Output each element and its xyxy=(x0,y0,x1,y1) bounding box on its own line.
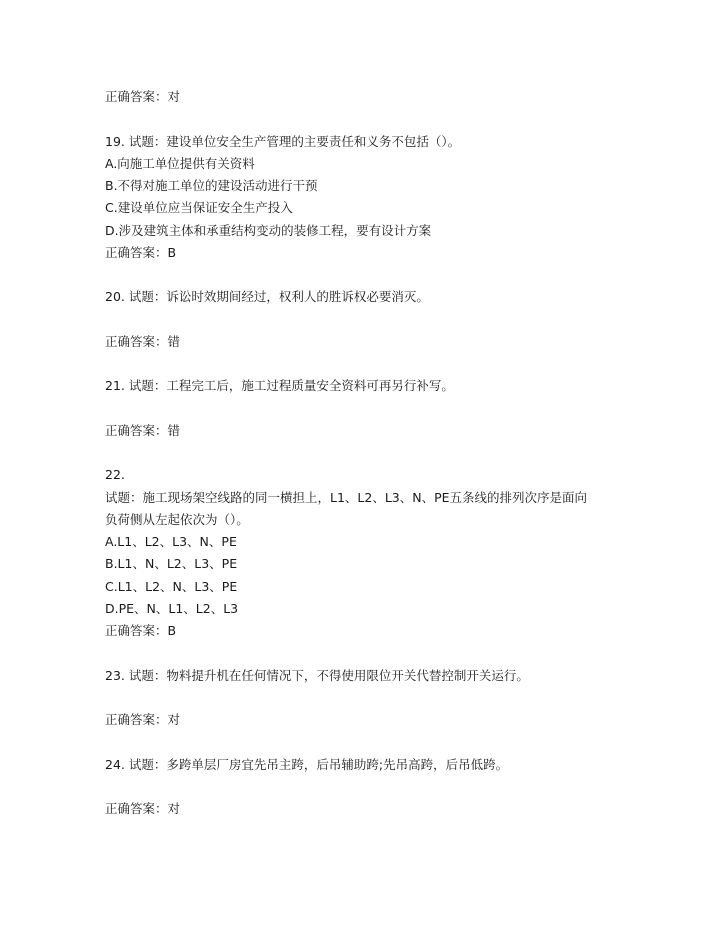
question-text-cont: 负荷侧从左起依次为（）。 xyxy=(105,511,249,527)
answer-line: 正确答案：对 xyxy=(105,89,181,104)
question-21 xyxy=(105,375,665,442)
question-20 xyxy=(105,286,665,353)
document-page xyxy=(105,86,665,820)
option-b: B.L1、N、L2、L3、PE xyxy=(105,556,238,572)
option-c: C.L1、L2、N、L3、PE xyxy=(105,578,238,594)
answer-line: 正确答案：B xyxy=(105,623,177,638)
answer-line: 正确答案：错 xyxy=(105,422,181,438)
question-text: 20. 试题：诉讼时效期间经过，权利人的胜诉权必要消灭。 xyxy=(105,289,429,305)
question-text: 23. 试题：物料提升机在任何情况下，不得使用限位开关代替控制开关运行。 xyxy=(105,667,529,683)
question-text: 试题：施工现场架空线路的同一横担上，L1、L2、L3、N、PE五条线的排列次序是面向 xyxy=(105,489,588,505)
question-text: 21. 试题：工程完工后，施工过程质量安全资料可再另行补写。 xyxy=(105,378,454,394)
option-d: D.涉及建筑主体和承重结构变动的装修工程，要有设计方案 xyxy=(105,222,432,238)
option-a: A.L1、L2、L3、N、PE xyxy=(105,534,237,549)
question-22 xyxy=(105,464,665,642)
answer-line: 正确答案：B xyxy=(105,244,177,260)
question-24 xyxy=(105,754,665,821)
option-b: B.不得对施工单位的建设活动进行干预 xyxy=(105,178,318,193)
option-d: D.PE、N、L1、L2、L3 xyxy=(105,600,239,616)
option-c: C.建设单位应当保证安全生产投入 xyxy=(105,200,293,216)
answer-line: 正确答案：对 xyxy=(105,712,181,727)
answer-line: 正确答案：错 xyxy=(105,333,181,349)
question-text: 24. 试题：多跨单层厂房宜先吊主跨，后吊辅助跨;先吊高跨，后吊低跨。 xyxy=(105,756,509,772)
question-number: 22. xyxy=(105,467,125,483)
question-text: 19. 试题：建设单位安全生产管理的主要责任和义务不包括（）。 xyxy=(105,133,461,149)
answer-line: 正确答案：对 xyxy=(105,801,181,816)
question-19 xyxy=(105,131,665,265)
question-23 xyxy=(105,665,665,732)
option-a: A.向施工单位提供有关资料 xyxy=(105,155,255,171)
